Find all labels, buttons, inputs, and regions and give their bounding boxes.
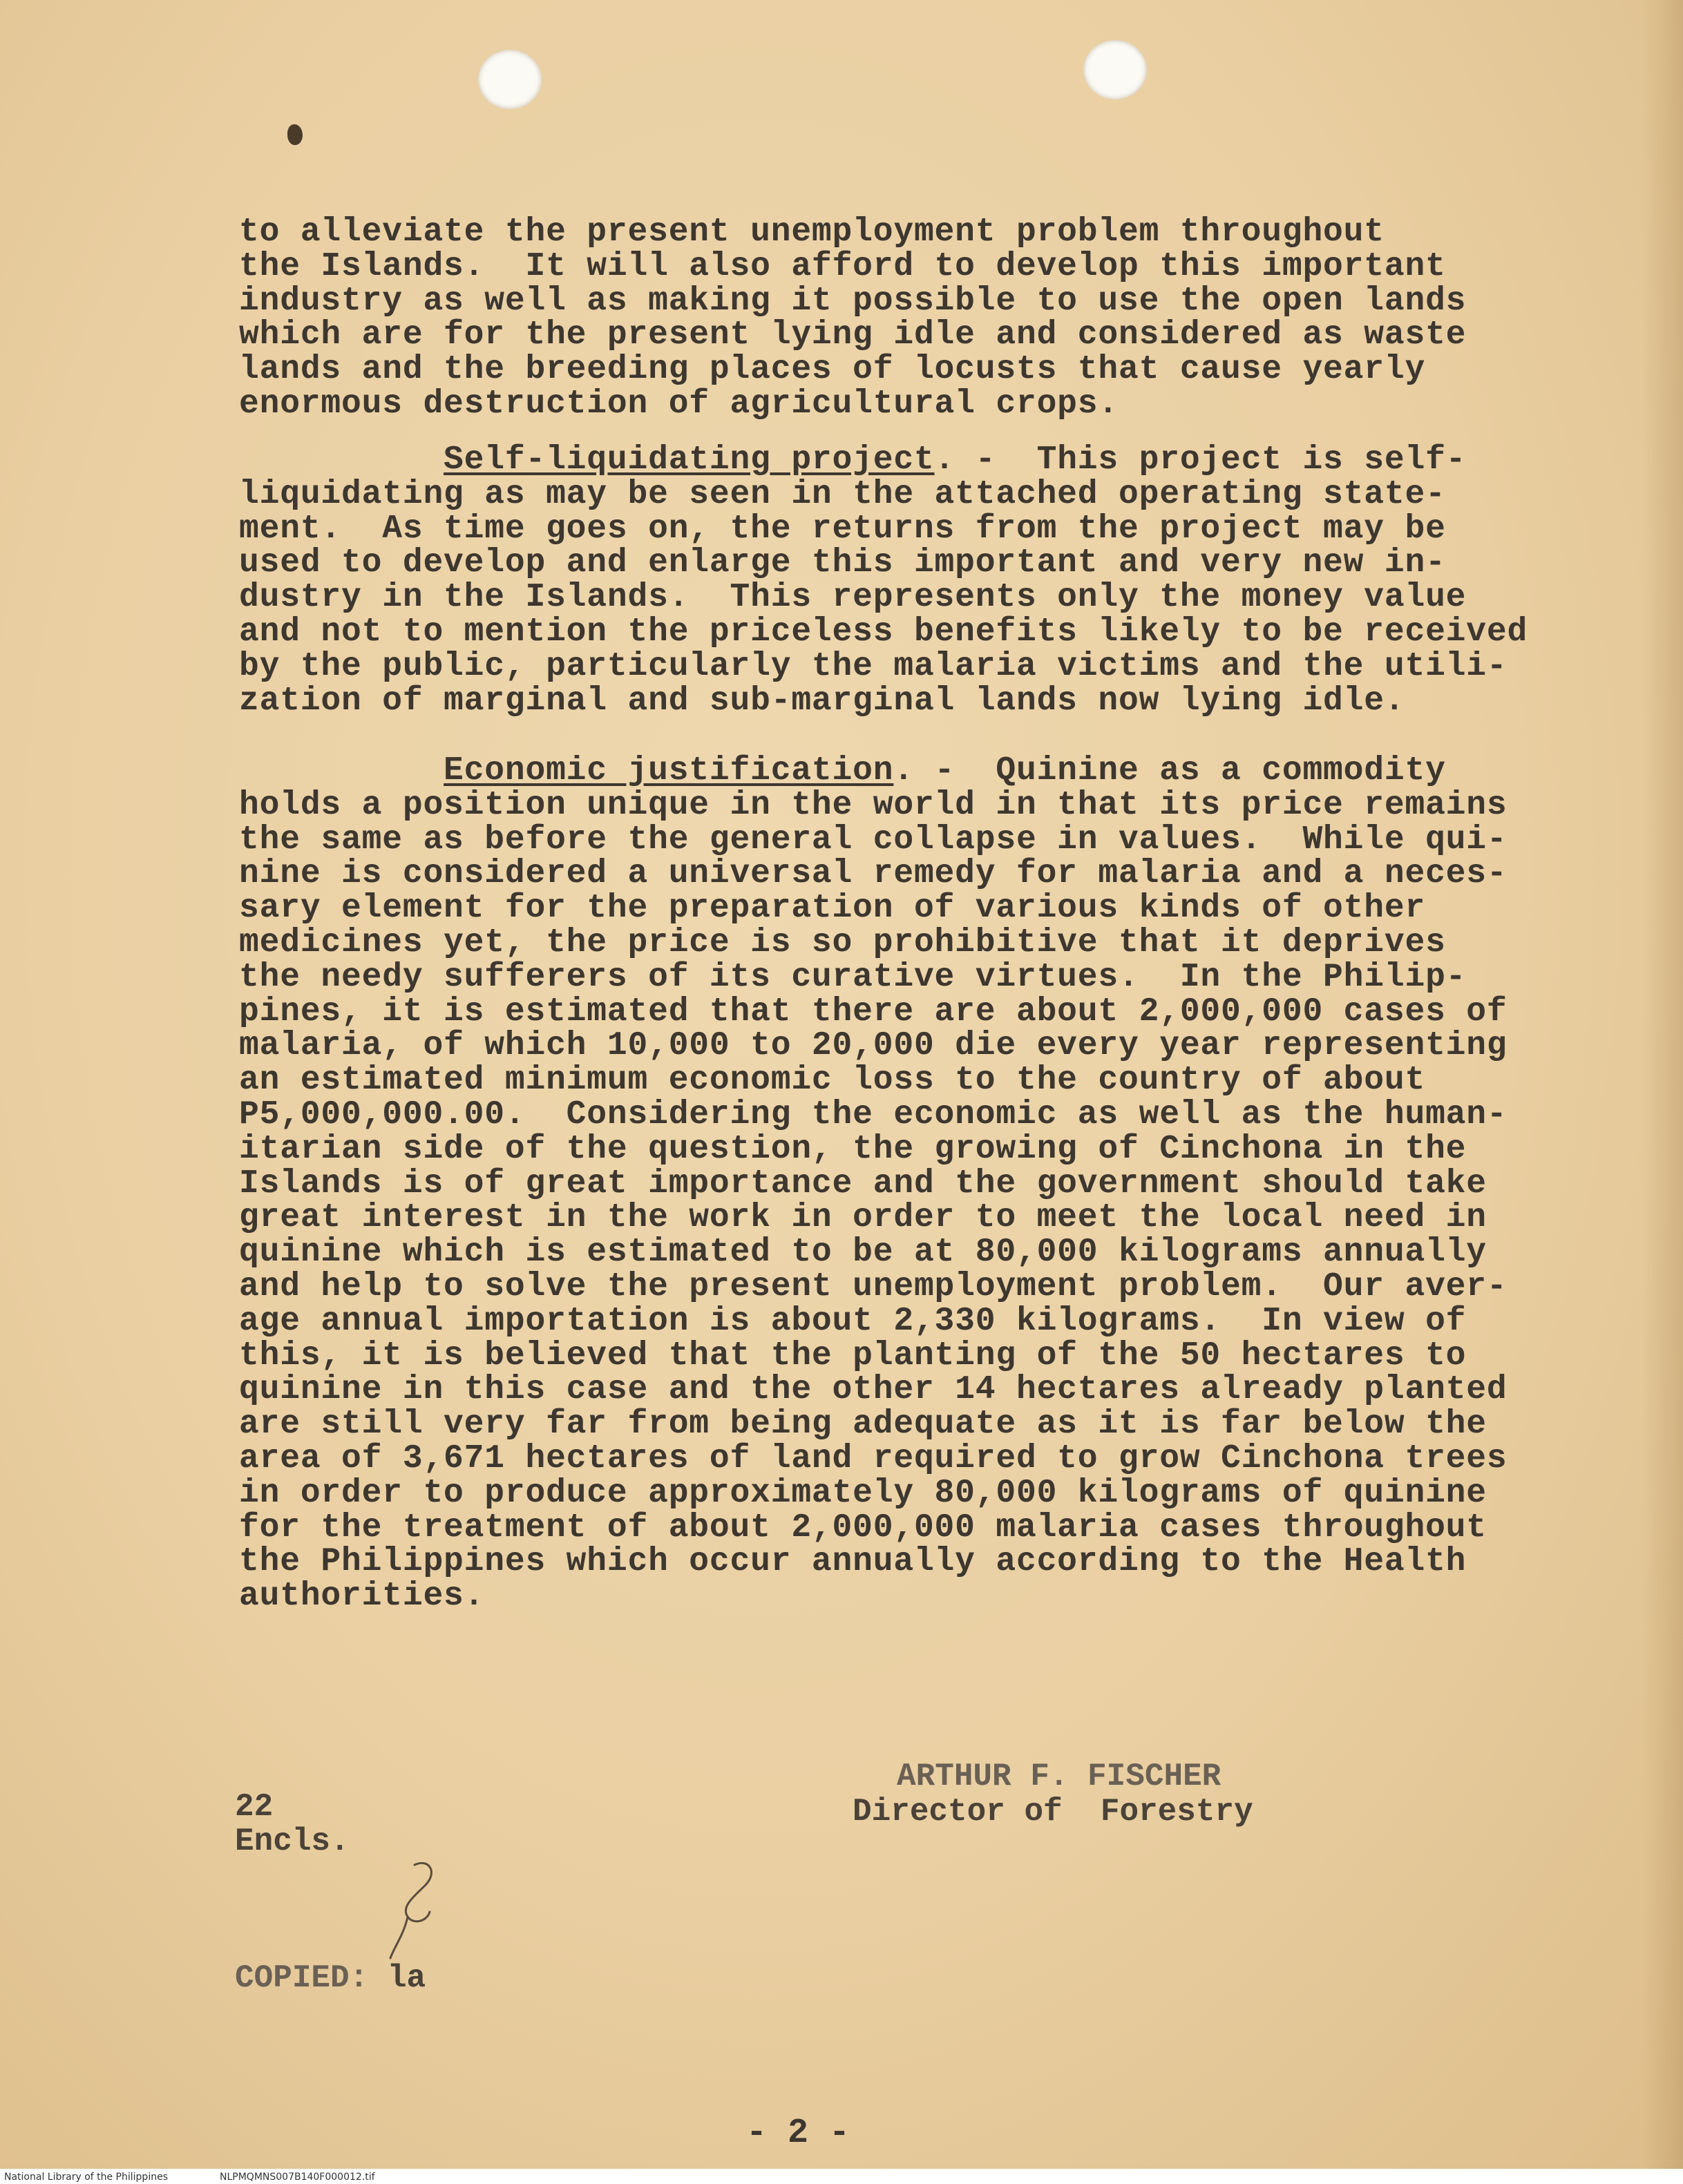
text-line: for the treatment of about 2,000,000 malaria cases throughout <box>239 1508 1487 1546</box>
text-line: to alleviate the present unemployment problem throughout <box>239 213 1385 251</box>
text-line: zation of marginal and sub-marginal lands now lying idle. <box>239 682 1405 720</box>
text-line: ment. As time goes on, the returns from the project may be <box>239 510 1446 548</box>
text-line: age annual importation is about 2,330 kilograms. In view of <box>239 1302 1467 1340</box>
footer-library: National Library of the Philippines <box>4 2172 168 2183</box>
text-line: great interest in the work in order to meet the local need in <box>239 1199 1487 1237</box>
text-line: quinine in this case and the other 14 hectares already planted <box>239 1371 1508 1409</box>
text-line: pines, it is estimated that there are about 2,000,000 cases of <box>239 993 1508 1031</box>
text-line: in order to produce approximately 80,000 kilograms of quinine <box>239 1474 1487 1512</box>
heading-self-liquidating: Self-liquidating project <box>444 441 935 479</box>
text-line: the same as before the general collapse in values. While qui- <box>239 821 1508 859</box>
text-line: and not to mention the priceless benefits likely to be received <box>239 613 1528 651</box>
paragraph-heading-line <box>239 443 1552 478</box>
punch-hole-left <box>478 50 542 109</box>
paragraph-self-liquidating <box>239 443 1552 718</box>
text-line: used to develop and enlarge this important and very new in- <box>239 544 1446 582</box>
paragraph-heading-line <box>239 754 1552 789</box>
text-line: malaria, of which 10,000 to 20,000 die every year representing <box>239 1027 1508 1065</box>
text-line: this, it is believed that the planting of the 50 hectares to <box>239 1337 1467 1374</box>
text-line: itarian side of the question, the growing of Cinchona in the <box>239 1130 1467 1168</box>
text-line: the Islands. It will also afford to develop this important <box>239 247 1446 285</box>
text-line: which are for the present lying idle and considered as waste <box>239 316 1467 354</box>
text-line: holds a position unique in the world in that its price remains <box>239 786 1508 824</box>
text-line: P5,000,000.00. Considering the economic as well as the human- <box>239 1095 1508 1133</box>
text-line: lands and the breeding places of locusts that cause yearly <box>239 351 1426 389</box>
text-line: Islands is of great importance and the government should take <box>239 1165 1487 1203</box>
text-line: quinine which is estimated to be at 80,000 kilograms annually <box>239 1234 1487 1272</box>
text-line: liquidating as may be seen in the attached operating state- <box>239 475 1446 513</box>
paragraph-economic-justification <box>239 754 1552 1614</box>
text-line: sary element for the preparation of various kinds of other <box>239 890 1426 928</box>
text-line: medicines yet, the price is so prohibitive that it deprives <box>239 923 1446 961</box>
heading-economic-justification: Economic justification <box>444 752 894 789</box>
text-line: the needy sufferers of its curative virtues. In the Philip- <box>239 958 1467 996</box>
text-line: authorities. <box>239 1578 485 1616</box>
text-line: by the public, particularly the malaria victims and the utili- <box>239 647 1508 685</box>
copied-notation <box>235 1960 426 1996</box>
copied-label: COPIED: <box>235 1960 369 1996</box>
text-line: nine is considered a universal remedy for malaria and a neces- <box>239 855 1508 893</box>
ink-blot <box>287 124 303 145</box>
paragraph-unemployment <box>239 215 1552 422</box>
text-line: industry as well as making it possible to use the open lands <box>239 282 1467 320</box>
text-line: and help to solve the present unemployment problem. Our aver- <box>239 1267 1508 1305</box>
text-line: are still very far from being adequate as it is far below the <box>239 1406 1487 1444</box>
enclosure-count: 22 <box>235 1789 274 1825</box>
text-line: an estimated minimum economic loss to the country of about <box>239 1062 1426 1100</box>
text-line: enormous destruction of agricultural crops. <box>239 385 1119 423</box>
footer-filename: NLPMQMNS007B140F000012.tif <box>220 2172 375 2183</box>
signatory-name: ARTHUR F. FISCHER <box>897 1759 1221 1794</box>
enclosure-label: Encls. <box>235 1823 350 1859</box>
punch-hole-right <box>1083 40 1147 99</box>
text-line: area of 3,671 hectares of land required to grow Cinchona trees <box>239 1439 1508 1477</box>
page-edge-shadow <box>1642 0 1683 2169</box>
handwritten-check-mark <box>387 1858 456 1962</box>
signatory-title: Director of Forestry <box>853 1794 1253 1830</box>
heading-continuation: . - This project is self- <box>934 441 1467 479</box>
copied-initials: la <box>387 1960 426 1996</box>
text-line: dustry in the Islands. This represents only the money value <box>239 579 1467 617</box>
scan-footer <box>0 2170 1683 2184</box>
page-number: - 2 - <box>746 2114 850 2153</box>
text-line: the Philippines which occur annually according to the Health <box>239 1543 1467 1581</box>
heading-continuation: . - Quinine as a commodity <box>893 752 1446 789</box>
